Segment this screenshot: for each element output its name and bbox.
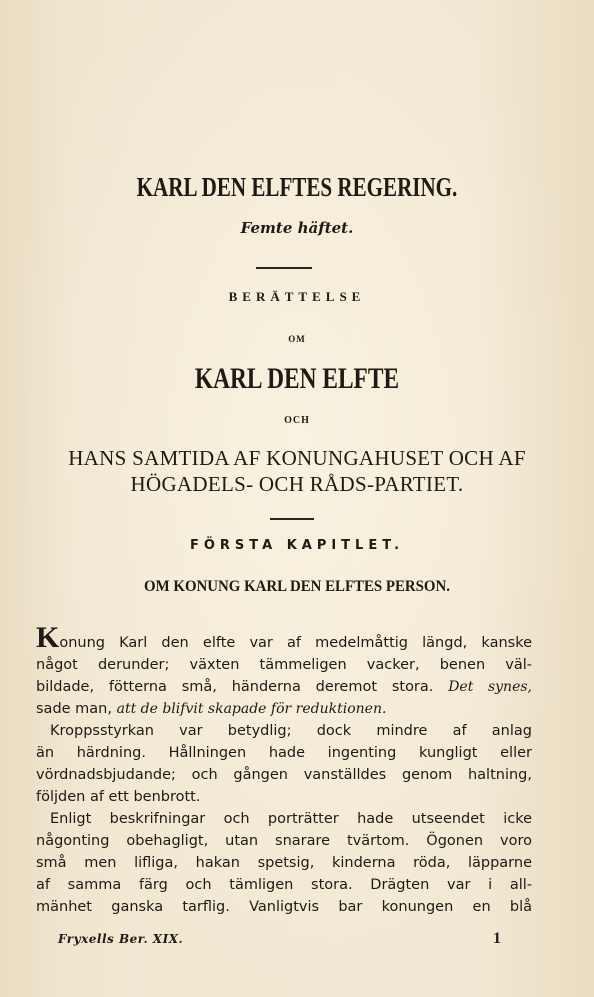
paragraph-line: Kroppsstyrkan var betydlig; dock mindre af anlag: [50, 723, 532, 739]
paragraph-line: något derunder; växten tämmeligen vacker, benen väl-: [36, 657, 532, 673]
chapter-label: FÖRSTA KAPITLET.: [189, 538, 405, 553]
paragraph-line: små men lifliga, hakan spetsig, kinderna röda, läpparne: [36, 855, 532, 871]
label-om: OM: [288, 334, 306, 344]
paragraph-line: af samma färg och tämligen stora. Drägten var i all-: [36, 877, 532, 893]
label-berattelse: BERÄTTELSE: [228, 289, 366, 304]
paragraph-line: än härdning. Hållningen hade ingenting kungligt eller: [36, 745, 532, 761]
paragraph-line: följden af ett benbrott.: [36, 789, 201, 805]
paragraph-line: vördnadsbjudande; och gången vanställdes genom haltning,: [36, 767, 532, 783]
text-line: bildade, fötterna små, händerna deremot stora.: [36, 679, 434, 695]
italic-text: Det synes,: [448, 679, 532, 695]
subtitle-line-1: HANS SAMTIDA AF KONUNGAHUSET OCH AF: [68, 446, 526, 470]
subject-title: KARL DEN ELFTE: [194, 362, 400, 395]
drop-cap: K: [36, 621, 60, 654]
signature-mark: Fryxells Ber. XIX.: [58, 932, 184, 946]
main-title: KARL DEN ELFTES REGERING.: [136, 172, 458, 202]
paragraph-line: Enligt beskrifningar och porträtter hade utseendet icke: [50, 811, 532, 827]
paragraph-line: [36, 698, 532, 720]
paragraph-line: mänhet ganska tarflig. Vanligtvis bar konungen en blå: [36, 899, 532, 915]
subtitle: Femte häftet.: [240, 219, 354, 237]
chapter-title: OM KONUNG KARL DEN ELFTES PERSON.: [144, 578, 450, 595]
divider-rule: [256, 267, 312, 269]
paragraph-line: någonting obehagligt, utan snarare tvärtom. Ögonen voro: [36, 833, 532, 849]
italic-text: att de blifvit skapade för reduktionen.: [116, 701, 387, 717]
subtitle-line-2: HÖGADELS- OCH RÅDS-PARTIET.: [130, 472, 464, 496]
paragraph-line: [36, 676, 532, 698]
text-line: sade man,: [36, 701, 112, 717]
label-och: OCH: [284, 415, 310, 426]
paragraph-line: [36, 621, 532, 654]
text-line: onung Karl den elfte var af medelmåttig längd, kanske: [59, 635, 532, 651]
sheet-number: 1: [493, 930, 501, 947]
divider-rule-2: [270, 518, 314, 520]
body-text: [36, 621, 532, 918]
